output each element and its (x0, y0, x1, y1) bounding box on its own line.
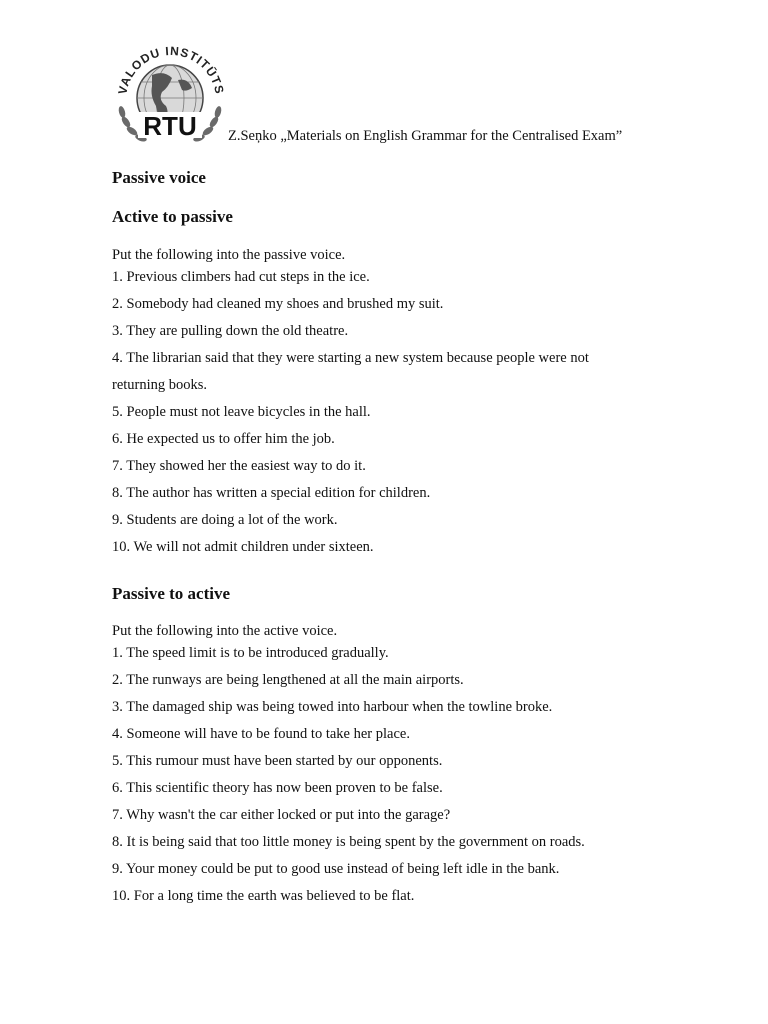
page-header (112, 40, 712, 150)
exercise-item: 6. He expected us to offer him the job. (112, 431, 335, 447)
exercise-item: 7. Why wasn't the car either locked or put into the garage? (112, 807, 451, 823)
svg-text:VALODU INSTITŪTS: VALODU INSTITŪTS (115, 43, 227, 96)
exercise-item: 1. Previous climbers had cut steps in the ice. (112, 269, 370, 285)
exercise-item: 5. People must not leave bicycles in the hall. (112, 404, 371, 420)
exercise-item: 10. We will not admit children under sixteen. (112, 539, 374, 555)
exercise-item-continuation: returning books. (112, 377, 208, 393)
exercise-item: 3. The damaged ship was being towed into harbour when the towline broke. (112, 699, 553, 715)
exercise-list-active-to-passive (112, 264, 712, 561)
instruction-active-to-passive: Put the following into the passive voice. (112, 247, 346, 263)
exercise-item: 5. This rumour must have been started by our opponents. (112, 753, 443, 769)
exercise-item: 2. The runways are being lengthened at all the main airports. (112, 672, 464, 688)
section-heading-passive-to-active: Passive to active (112, 584, 231, 603)
header-reference: Z.Seņko „Materials on English Grammar for the Centralised Exam” (228, 128, 623, 144)
instruction-passive-to-active: Put the following into the active voice. (112, 623, 338, 639)
valodu-instituts-rtu-logo (112, 40, 228, 148)
exercise-item: 10. For a long time the earth was believed to be flat. (112, 888, 415, 904)
exercise-item: 6. This scientific theory has now been proven to be false. (112, 780, 443, 796)
exercise-item: 4. The librarian said that they were starting a new system because people were not (112, 350, 589, 366)
exercise-list-passive-to-active (112, 640, 712, 910)
exercise-item: 3. They are pulling down the old theatre. (112, 323, 349, 339)
exercise-item: 2. Somebody had cleaned my shoes and brushed my suit. (112, 296, 444, 312)
exercise-item: 8. The author has written a special edition for children. (112, 485, 431, 501)
exercise-item: 4. Someone will have to be found to take her place. (112, 726, 410, 742)
document-body (112, 164, 712, 910)
page-title: Passive voice (112, 168, 206, 187)
section-heading-active-to-passive: Active to passive (112, 207, 233, 226)
rtu-brand-text: RTU (143, 111, 197, 141)
exercise-item: 9. Your money could be put to good use instead of being left idle in the bank. (112, 861, 560, 877)
exercise-item: 9. Students are doing a lot of the work. (112, 512, 338, 528)
exercise-item: 8. It is being said that too little money is being spent by the government on roads. (112, 834, 585, 850)
exercise-item: 7. They showed her the easiest way to do it. (112, 458, 366, 474)
exercise-item: 1. The speed limit is to be introduced gradually. (112, 645, 389, 661)
